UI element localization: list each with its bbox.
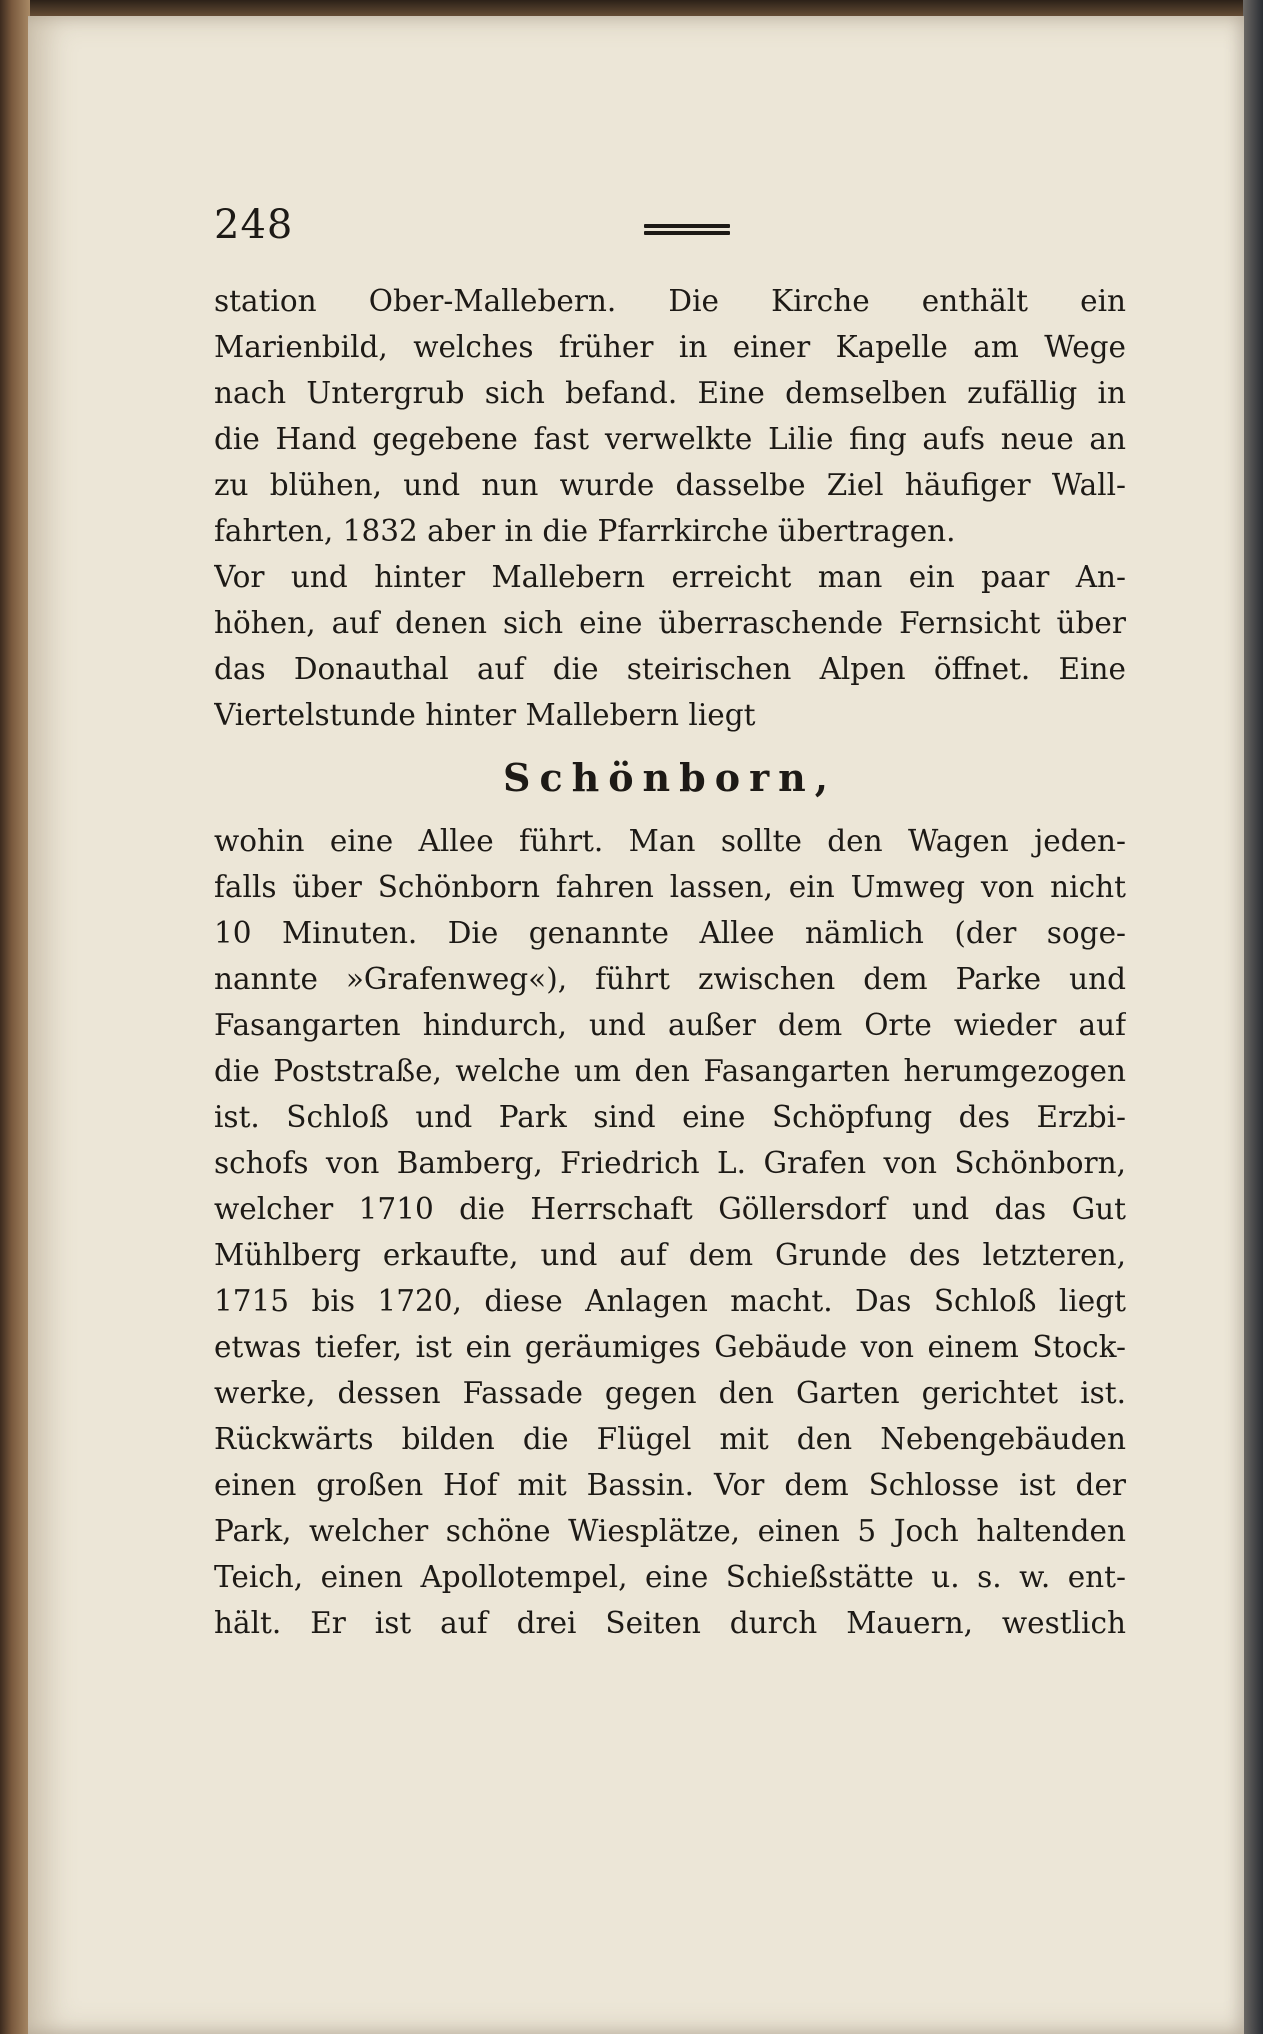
text-line: Marienbild, welches früher in einer Kapelle am Wege xyxy=(214,330,1126,364)
text-line: die Hand gegebene fast verwelkte Lilie fing aufs neue an xyxy=(214,422,1126,456)
text-line: höhen, auf denen sich eine überraschende Fernsicht über xyxy=(214,606,1126,640)
header-rule-ornament xyxy=(644,224,730,238)
text-line: die Poststraße, welche um den Fasangarten herumgezogen xyxy=(214,1054,1126,1088)
text-line: werke, dessen Fassade gegen den Garten gerichtet ist. xyxy=(214,1376,1126,1410)
text-line: etwas tiefer, ist ein geräumiges Gebäude von einem Stock- xyxy=(214,1330,1126,1364)
text-line: welcher 1710 die Herrschaft Göllersdorf und das Gut xyxy=(214,1192,1126,1226)
text-line: ist. Schloß und Park sind eine Schöpfung des Erzbi- xyxy=(214,1100,1126,1134)
text-line: einen großen Hof mit Bassin. Vor dem Schlosse ist der xyxy=(214,1468,1126,1502)
text-line: hält. Er ist auf drei Seiten durch Mauern, westlich xyxy=(214,1606,1126,1640)
text-line: Fasangarten hindurch, und außer dem Orte wieder auf xyxy=(214,1008,1126,1042)
section-heading: Schönborn, xyxy=(503,755,837,800)
text-line: wohin eine Allee führt. Man sollte den Wagen jeden- xyxy=(214,824,1126,858)
book-binding-left xyxy=(0,0,30,2034)
page-header xyxy=(214,202,1126,262)
text-line: station Ober-Mallebern. Die Kirche enthält ein xyxy=(214,284,1126,318)
text-line: schofs von Bamberg, Friedrich L. Grafen von Schönborn, xyxy=(214,1146,1126,1180)
text-line: Vor und hinter Mallebern erreicht man ein paar An- xyxy=(214,560,1126,594)
text-line: fahrten, 1832 aber in die Pfarrkirche übertragen. xyxy=(214,514,956,548)
text-line: Mühlberg erkaufte, und auf dem Grunde des letzteren, xyxy=(214,1238,1126,1272)
book-cover-right xyxy=(1243,0,1263,2034)
text-line: Teich, einen Apollotempel, eine Schießstätte u. s. w. ent- xyxy=(214,1560,1126,1594)
text-line: Park, welcher schöne Wiesplätze, einen 5 Joch haltenden xyxy=(214,1514,1126,1548)
text-line: Viertelstunde hinter Mallebern liegt xyxy=(214,698,756,732)
text-line: 1715 bis 1720, diese Anlagen macht. Das Schloß liegt xyxy=(214,1284,1126,1318)
text-line: 10 Minuten. Die genannte Allee nämlich (der soge- xyxy=(214,916,1126,950)
text-line: Rückwärts bilden die Flügel mit den Nebengebäuden xyxy=(214,1422,1126,1456)
text-line: falls über Schönborn fahren lassen, ein Umweg von nicht xyxy=(214,870,1126,904)
text-line: zu blühen, und nun wurde dasselbe Ziel häufiger Wall- xyxy=(214,468,1126,502)
text-line: nannte »Grafenweg«), führt zwischen dem Parke und xyxy=(214,962,1126,996)
page-number: 248 xyxy=(214,202,294,248)
body-text xyxy=(214,278,1126,1646)
text-line: nach Untergrub sich befand. Eine demselben zufällig in xyxy=(214,376,1126,410)
text-line: das Donauthal auf die steirischen Alpen öffnet. Eine xyxy=(214,652,1126,686)
